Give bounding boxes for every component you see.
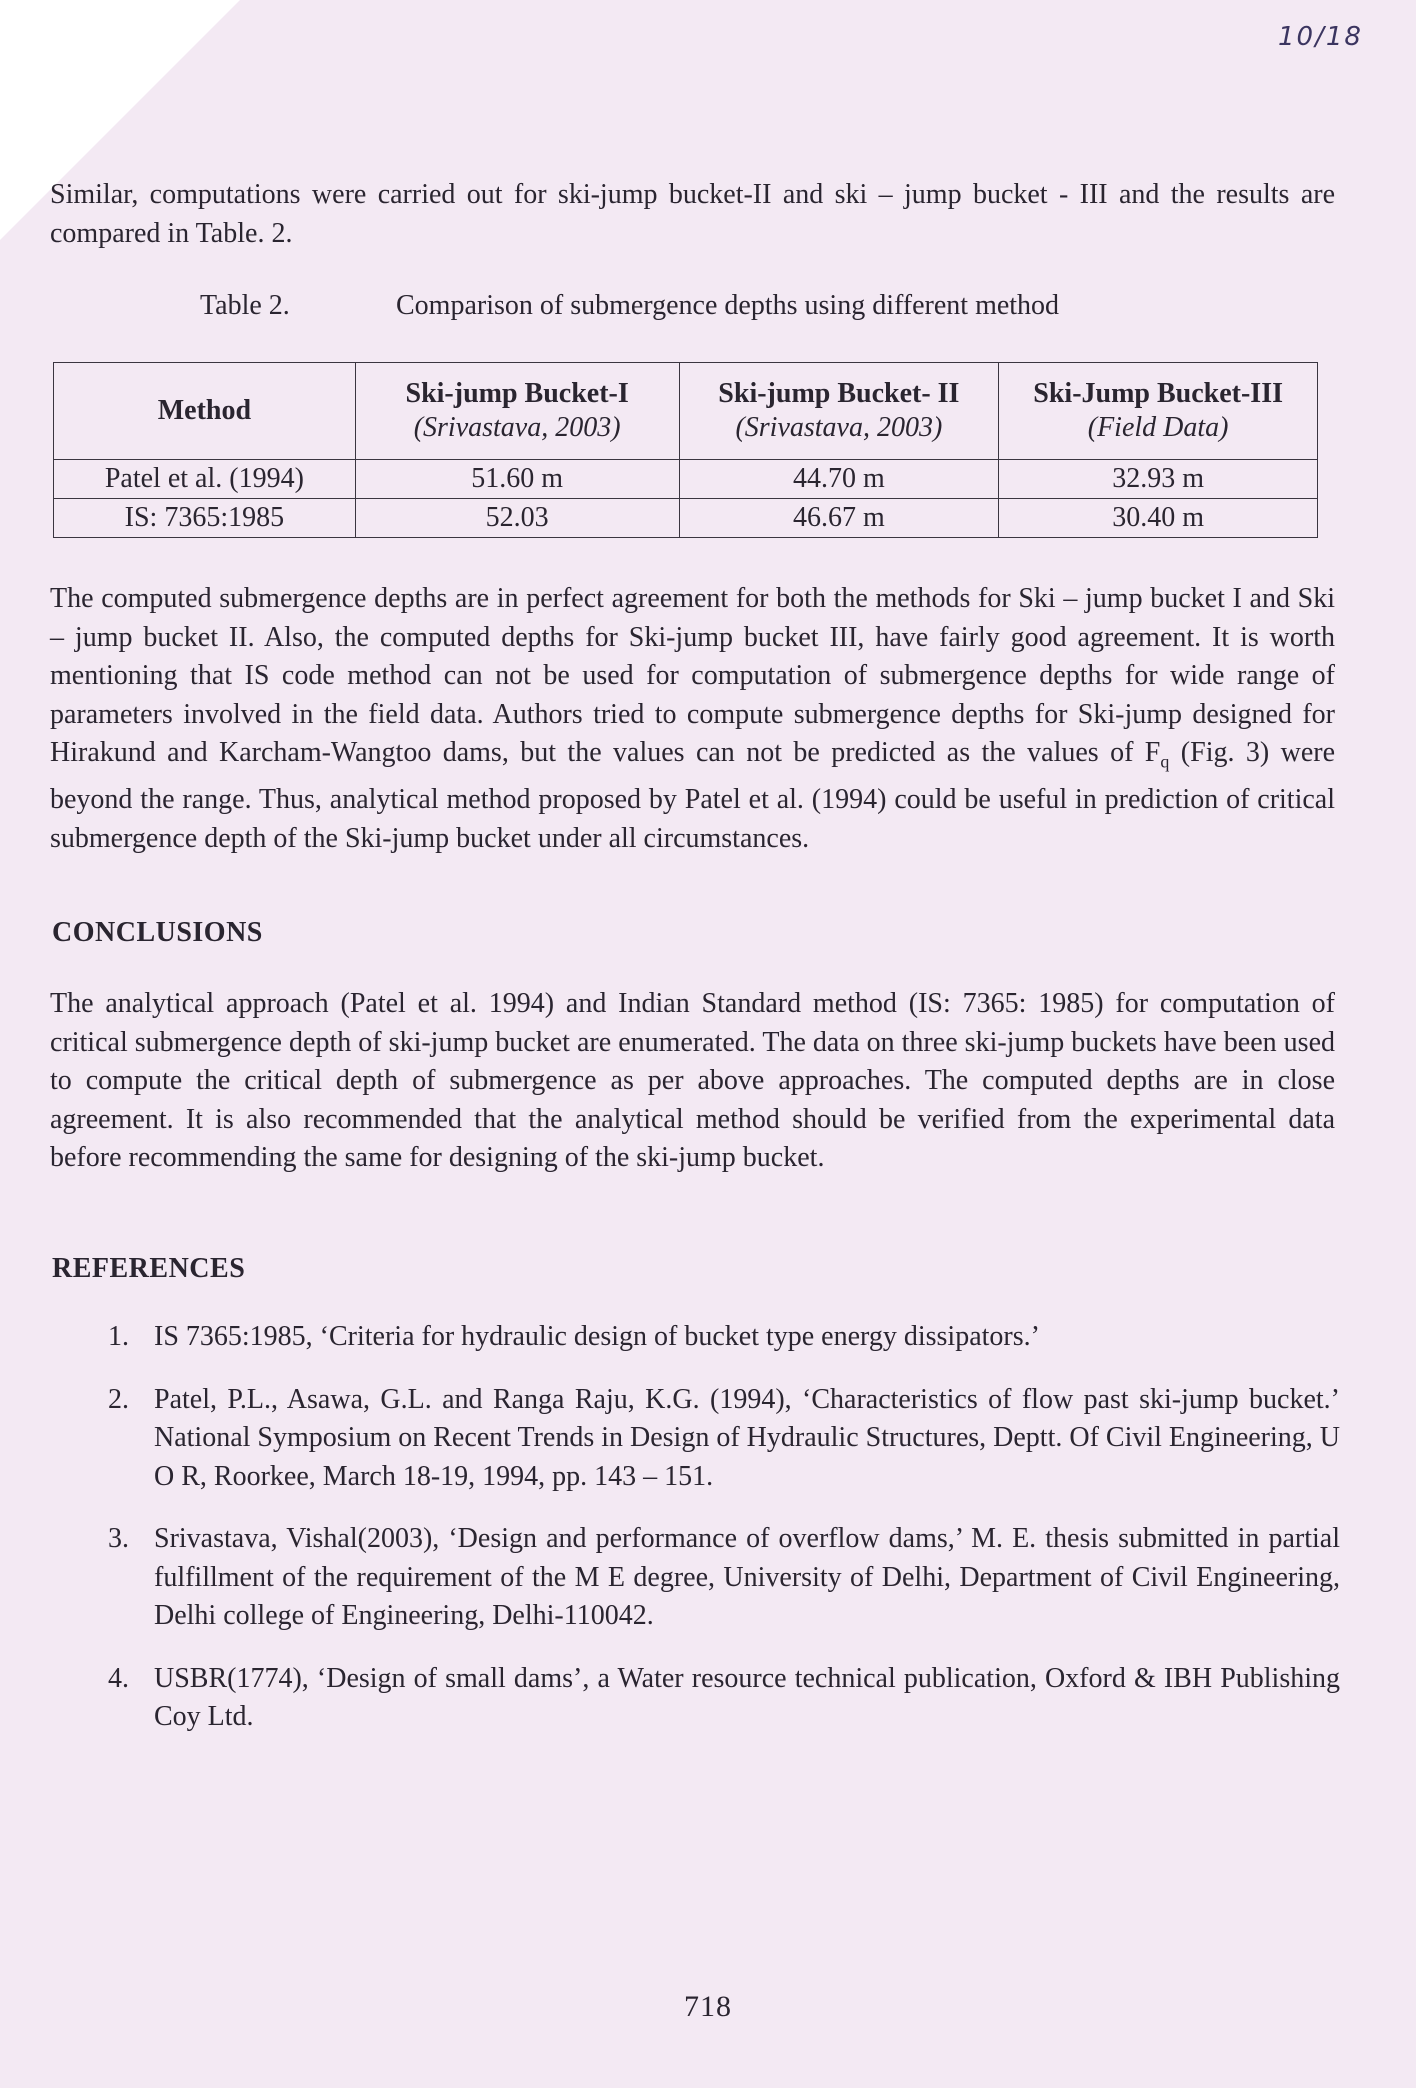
- table-cell: 46.67 m: [679, 499, 999, 538]
- header-bucket-3: Ski-Jump Bucket-III (Field Data): [999, 363, 1318, 460]
- reference-item: 3. Srivastava, Vishal(2003), ‘Design and performance of overflow dams,’ M. E. thesis submitted in partial fulfillment of the requirement of the M E degree, University of Delhi, Department of Civil Engineering, Delhi college of Engineering, Delhi-110042.: [108, 1523, 1340, 1631]
- reference-item: 1. IS 7365:1985, ‘Criteria for hydraulic design of bucket type energy dissipators.’: [108, 1321, 1040, 1352]
- table-header-row: [54, 363, 1318, 460]
- table-cell: Patel et al. (1994): [54, 460, 356, 499]
- header-method: Method: [54, 363, 356, 460]
- table-row: [54, 460, 1318, 499]
- table-caption-title: Comparison of submergence depths using different method: [396, 290, 1060, 321]
- header-bucket-2: Ski-jump Bucket- II (Srivastava, 2003): [679, 363, 999, 460]
- reference-item: 2. Patel, P.L., Asawa, G.L. and Ranga Raju, K.G. (1994), ‘Characteristics of flow past ski-jump bucket.’ National Symposium on Recent Trends in Design of Hydraulic Structures, Deptt. Of Civil Engineering, U O R, Roorkee, March 18-19, 1994, pp. 143 – 151.: [108, 1383, 1340, 1492]
- table-cell: 44.70 m: [679, 460, 999, 499]
- table-cell: 30.40 m: [999, 499, 1318, 538]
- conclusions-heading: CONCLUSIONS: [52, 917, 263, 948]
- table-cell: 52.03: [355, 499, 679, 538]
- table-cell: 51.60 m: [355, 460, 679, 499]
- comparison-table: [53, 362, 1318, 538]
- table-cell: 32.93 m: [999, 460, 1318, 499]
- table-caption: [200, 290, 1059, 322]
- page-number: 718: [684, 1990, 732, 2023]
- header-bucket-1: Ski-jump Bucket-I (Srivastava, 2003): [355, 363, 679, 460]
- intro-paragraph: Similar, computations were carried out for ski-jump bucket-II and ski – jump bucket - III and the results are compared in Table. 2.: [50, 179, 1335, 249]
- references-list: [90, 1318, 1340, 1761]
- references-heading: REFERENCES: [52, 1253, 246, 1284]
- reference-item: 4. USBR(1774), ‘Design of small dams’, a Water resource technical publication, Oxford & IBH Publishing Coy Ltd.: [108, 1662, 1340, 1732]
- handwritten-note: 10/18: [1278, 22, 1363, 52]
- table-caption-number: Table 2.: [200, 290, 290, 321]
- table-row: [54, 499, 1318, 538]
- discussion-paragraph: The computed submergence depths are in perfect agreement for both the methods for Ski – jump bucket I and Ski – jump bucket II. Also, the computed depths for Ski-jump bucket III, have fairly good agreement. It is worth mentioning that IS code method can not be used for computation of submergence depths for wide range of parameters involved in the field data. Authors tried to compute submergence depths for Ski-jump designed for Hirakund and Karcham-Wangtoo dams, but the values can not be predicted as the values of $F_q$ (Fig. 3) were beyond the range. Thus, analytical method proposed by Patel et al. (1994) could be useful in prediction of critical submergence depth of the Ski-jump bucket under all circumstances.: [50, 583, 1336, 854]
- conclusions-paragraph: The analytical approach (Patel et al. 1994) and Indian Standard method (IS: 7365: 1985) for computation of critical submergence depth of ski-jump bucket are enumerated. The data on three ski-jump buckets have been used to compute the critical depth of submergence as per above approaches. The computed depths are in close agreement. It is also recommended that the analytical method should be verified from the experimental data before recommending the same for designing of the ski-jump bucket.: [50, 988, 1335, 1173]
- table-cell: IS: 7365:1985: [54, 499, 356, 538]
